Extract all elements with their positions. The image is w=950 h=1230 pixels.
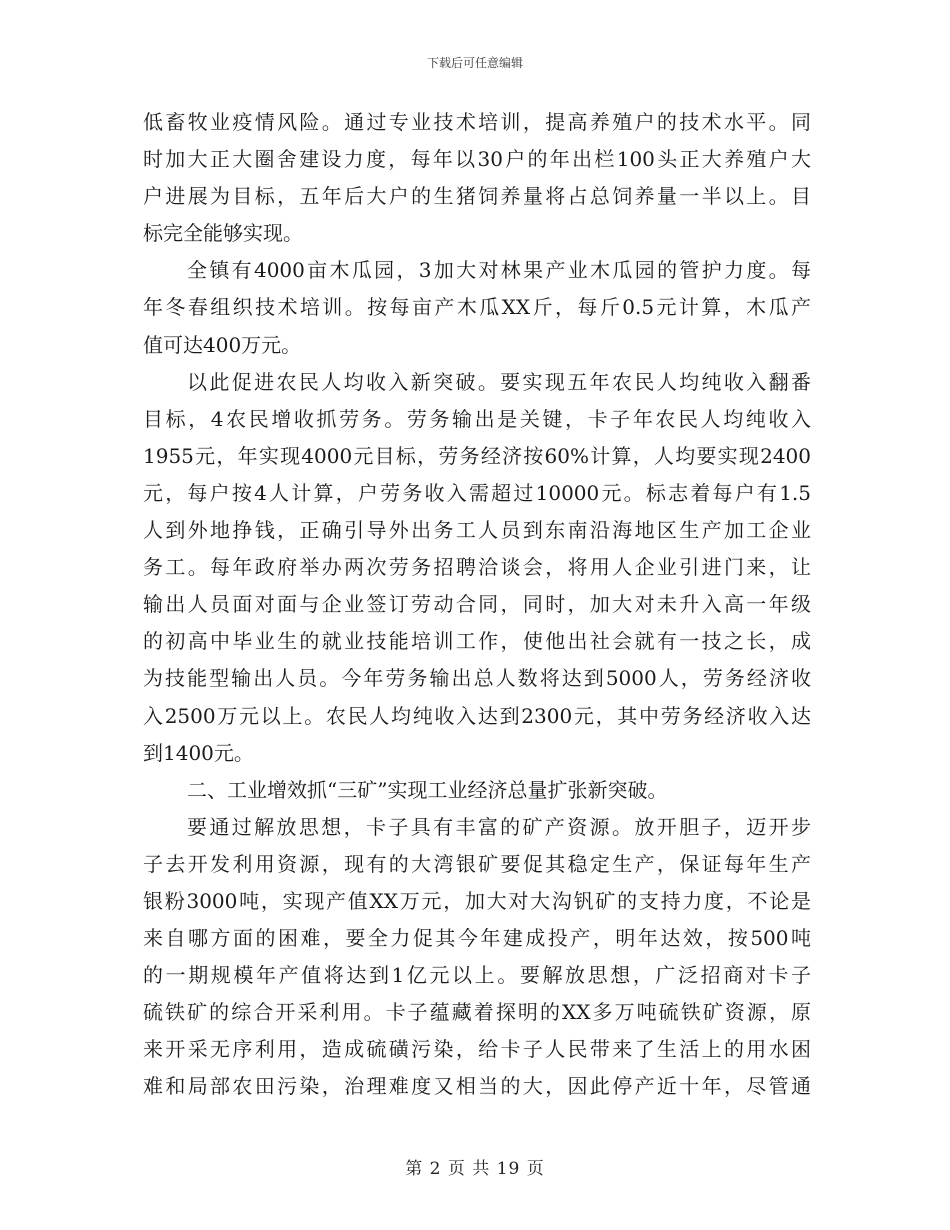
text-line: 来自哪方面的困难，要全力促其今年建成投产，明年达效，按500吨 — [143, 926, 811, 951]
text-line: 以此促进农民人均收入新突破。要实现五年农民人均纯收入翻番 — [187, 369, 811, 394]
text-line: 的一期规模年产值将达到1亿元以上。要解放思想，广泛招商对卡子 — [143, 963, 811, 988]
text-line: 元，每户按4人计算，户劳务收入需超过10000元。标志着每户有1.5 — [143, 480, 811, 505]
text-line: 为技能型输出人员。今年劳务输出总人数将达到5000人，劳务经济收 — [143, 666, 811, 691]
text-line: 硫铁矿的综合开采利用。卡子蕴藏着探明的XX多万吨硫铁矿资源，原 — [143, 1000, 811, 1025]
text-line: 年冬春组织技术培训。按每亩产木瓜XX斤，每斤0.5元计算，木瓜产 — [143, 295, 811, 320]
text-line: 时加大正大圈舍建设力度，每年以30户的年出栏100头正大养殖户大 — [143, 147, 811, 172]
document-body — [143, 104, 811, 1106]
text-line: 目标，4农民增收抓劳务。劳务输出是关键，卡子年农民人均纯收入 — [143, 406, 811, 431]
text-line: 入2500万元以上。农民人均纯收入达到2300元，其中劳务经济收入达 — [143, 703, 811, 728]
text-line: 务工。每年政府举办两次劳务招聘洽谈会，将用人企业引进门来，让 — [143, 555, 811, 580]
text-line: 标完全能够实现。 — [143, 221, 303, 246]
text-line: 户进展为目标，五年后大户的生猪饲养量将占总饲养量一半以上。目 — [143, 184, 811, 209]
text-line: 来开采无序利用，造成硫磺污染，给卡子人民带来了生活上的用水困 — [143, 1037, 811, 1062]
text-line: 要通过解放思想，卡子具有丰富的矿产资源。放开胆子，迈开步 — [187, 814, 811, 839]
text-line: 低畜牧业疫情风险。通过专业技术培训，提高养殖户的技术水平。同 — [143, 110, 811, 134]
text-line: 银粉3000吨，实现产值XX万元，加大对大沟钒矿的支持力度，不论是 — [143, 888, 811, 913]
text-line: 二、工业增效抓“三矿”实现工业经济总量扩张新突破。 — [187, 777, 668, 802]
text-line: 全镇有4000亩木瓜园，3加大对林果产业木瓜园的管护力度。每 — [187, 258, 811, 283]
page-header-note: 下载后可任意编辑 — [426, 56, 523, 70]
text-line: 到1400元。 — [143, 740, 254, 765]
text-line: 输出人员面对面与企业签订劳动合同，同时，加大对未升入高一年级 — [143, 592, 811, 617]
text-line: 难和局部农田污染，治理难度又相当的大，因此停产近十年，尽管通 — [143, 1074, 811, 1099]
text-line: 人到外地挣钱，正确引导外出务工人员到东南沿海地区生产加工企业 — [143, 518, 811, 543]
text-line: 的初高中毕业生的就业技能培训工作，使他出社会就有一技之长，成 — [143, 629, 811, 654]
text-line: 值可达400万元。 — [143, 332, 302, 357]
text-line: 子去开发利用资源，现有的大湾银矿要促其稳定生产，保证每年生产 — [143, 851, 811, 876]
text-line: 1955元，年实现4000元目标，劳务经济按60%计算，人均要实现2400 — [143, 443, 811, 468]
page-number-footer: 第 2 页 共 19 页 — [405, 1159, 545, 1179]
